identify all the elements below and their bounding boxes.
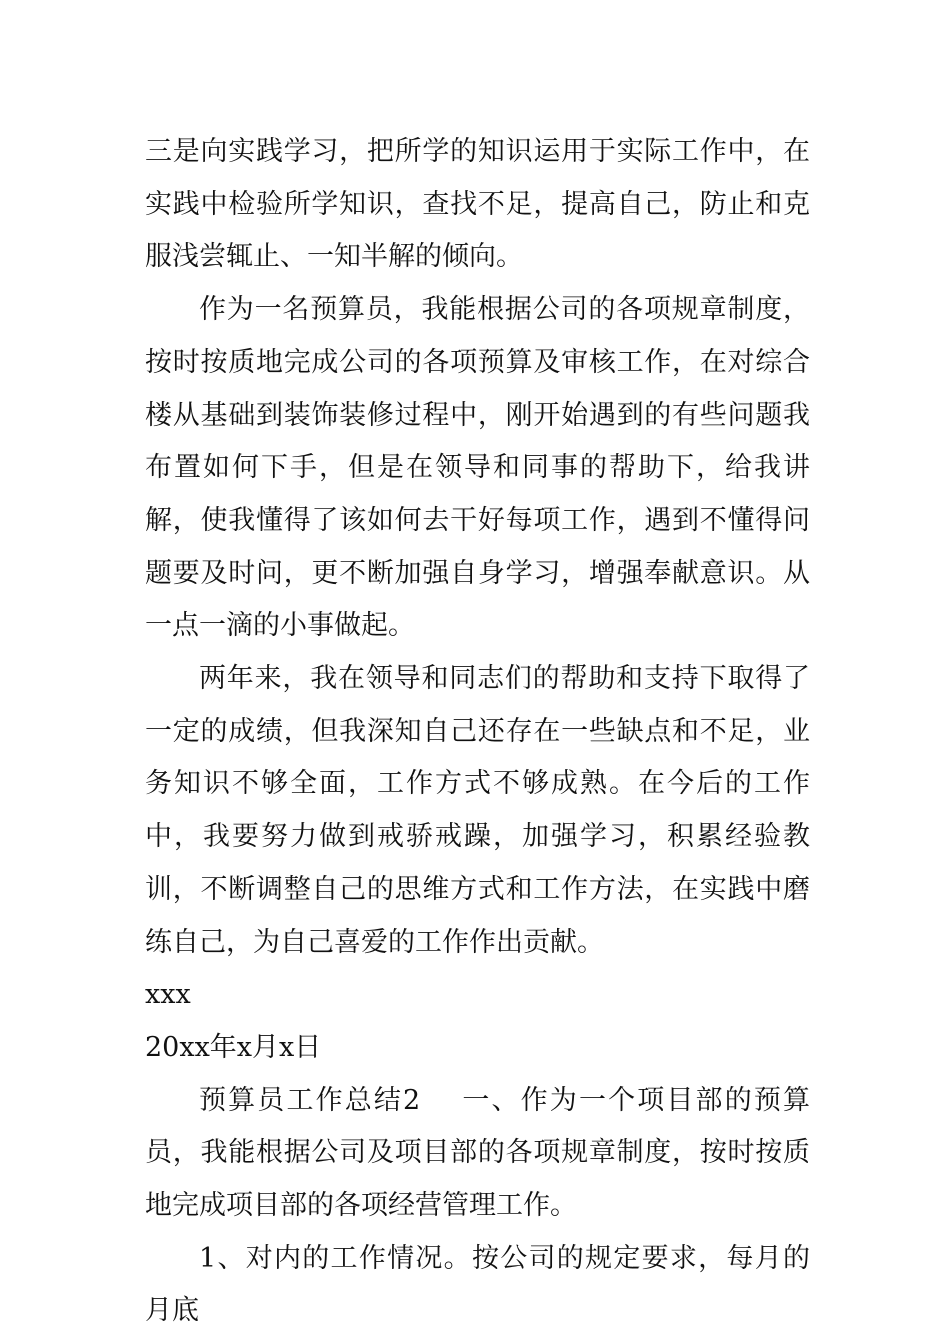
paragraph-practice-learning: 三是向实践学习，把所学的知识运用于实际工作中，在实践中检验所学知识，查找不足，提高自己，防止和克服浅尝辄止、一知半解的倾向。: [145, 136, 810, 273]
paragraph-two-years: 两年来，我在领导和同志们的帮助和支持下取得了一定的成绩，但我深知自己还存在一些缺点和不足，业务知识不够全面，工作方式不够成熟。在今后的工作中，我要努力做到戒骄戒躁，加强学习，积累经验教训，不断调整自己的思维方式和工作方法，在实践中磨练自己，为自己喜爱的工作作出贡献。: [145, 663, 810, 958]
signature: xxx: [145, 979, 191, 1011]
paragraph-budget-work: 作为一名预算员，我能根据公司的各项规章制度，按时按质地完成公司的各项预算及审核工作，在对综合楼从基础到装饰装修过程中，刚开始遇到的有些问题我布置如何下手，但是在领导和同事的帮助下，给我讲解，使我懂得了该如何去干好每项工作，遇到不懂得问题要及时问，更不断加强自身学习，增强奉献意识。从一点一滴的小事做起。: [145, 294, 810, 642]
paragraph-item-1: 1、对内的工作情况。按公司的规定要求，每月的月底: [145, 1242, 810, 1327]
document-body: [145, 126, 810, 1338]
section-intro: 一、作为一个项目部的预算员，我能根据公司及项目部的各项规章制度，按时按质地完成项目部的各项经营管理工作。: [145, 1084, 810, 1222]
date: 20xx年x月x日: [145, 1031, 322, 1063]
section-title: 预算员工作总结2: [199, 1084, 421, 1116]
paragraph-section-2: [145, 1075, 810, 1233]
